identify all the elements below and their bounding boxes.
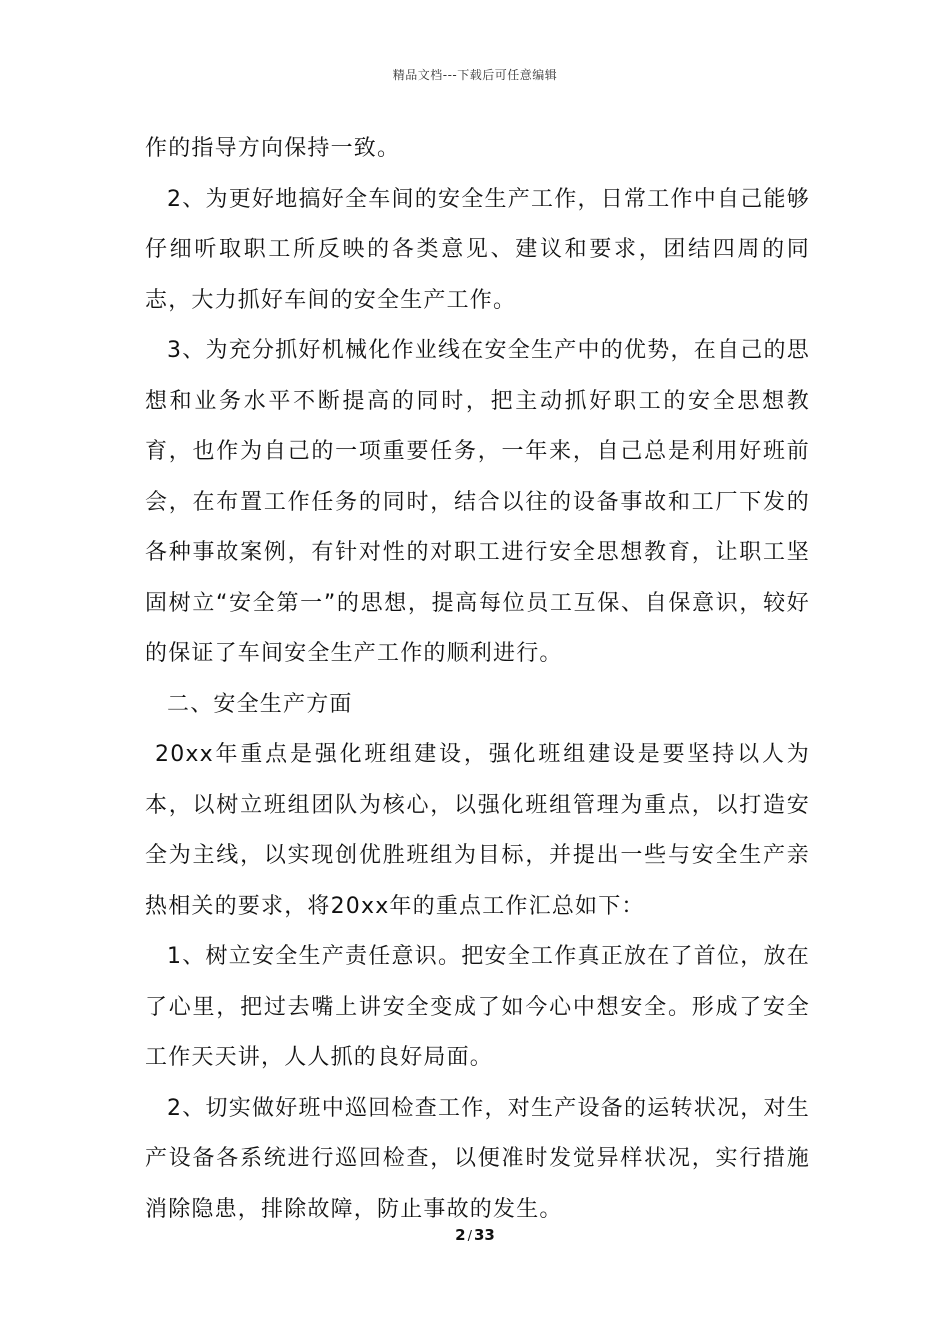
paragraph-work-item-2: 2、切实做好班中巡回检查工作，对生产设备的运转状况，对生产设备各系统进行巡回检查，以便准时发觉异样状况，实行措施消除隐患，排除故障，防止事故的发生。 [145, 1095, 810, 1222]
page-separator: / [467, 1229, 472, 1244]
section-heading-safety-production: 二、安全生产方面 [167, 691, 353, 717]
paragraph-key-work-intro: 20xx年重点是强化班组建设，强化班组建设是要坚持以人为本，以树立班组团队为核心，以强化班组管理为重点，以打造安全为主线，以实现创优胜班组为目标，并提出一些与安全生产亲热相关的要求，将20xx年的重点工作汇总如下： [145, 742, 810, 919]
page-number [0, 1226, 950, 1244]
paragraph-work-item-1: 1、树立安全生产责任意识。把安全工作真正放在了首位，放在了心里，把过去嘴上讲安全变成了如今心中想安全。形成了安全工作天天讲，人人抓的良好局面。 [145, 944, 810, 1070]
paragraph-item-2: 2、为更好地搞好全车间的安全生产工作，日常工作中自己能够仔细听取职工所反映的各类意见、建议和要求，团结四周的同志，大力抓好车间的安全生产工作。 [145, 186, 810, 313]
paragraph-item-3: 3、为充分抓好机械化作业线在安全生产中的优势，在自己的思想和业务水平不断提高的同时，把主动抓好职工的安全思想教育，也作为自己的一项重要任务，一年来，自己总是利用好班前会，在布置工作任务的同时，结合以往的设备事故和工厂下发的各种事故案例，有针对性的对职工进行安全思想教育，让职工坚固树立“安全第一”的思想，提高每位员工互保、自保意识，较好的保证了车间安全生产工作的顺利进行。 [145, 338, 810, 666]
total-pages: 33 [473, 1226, 495, 1244]
document-body [145, 124, 810, 1235]
current-page: 2 [455, 1226, 466, 1244]
page-header: 精品文档---下载后可任意编辑 [392, 68, 558, 82]
paragraph-continuation: 作的指导方向保持一致。 [145, 136, 401, 161]
